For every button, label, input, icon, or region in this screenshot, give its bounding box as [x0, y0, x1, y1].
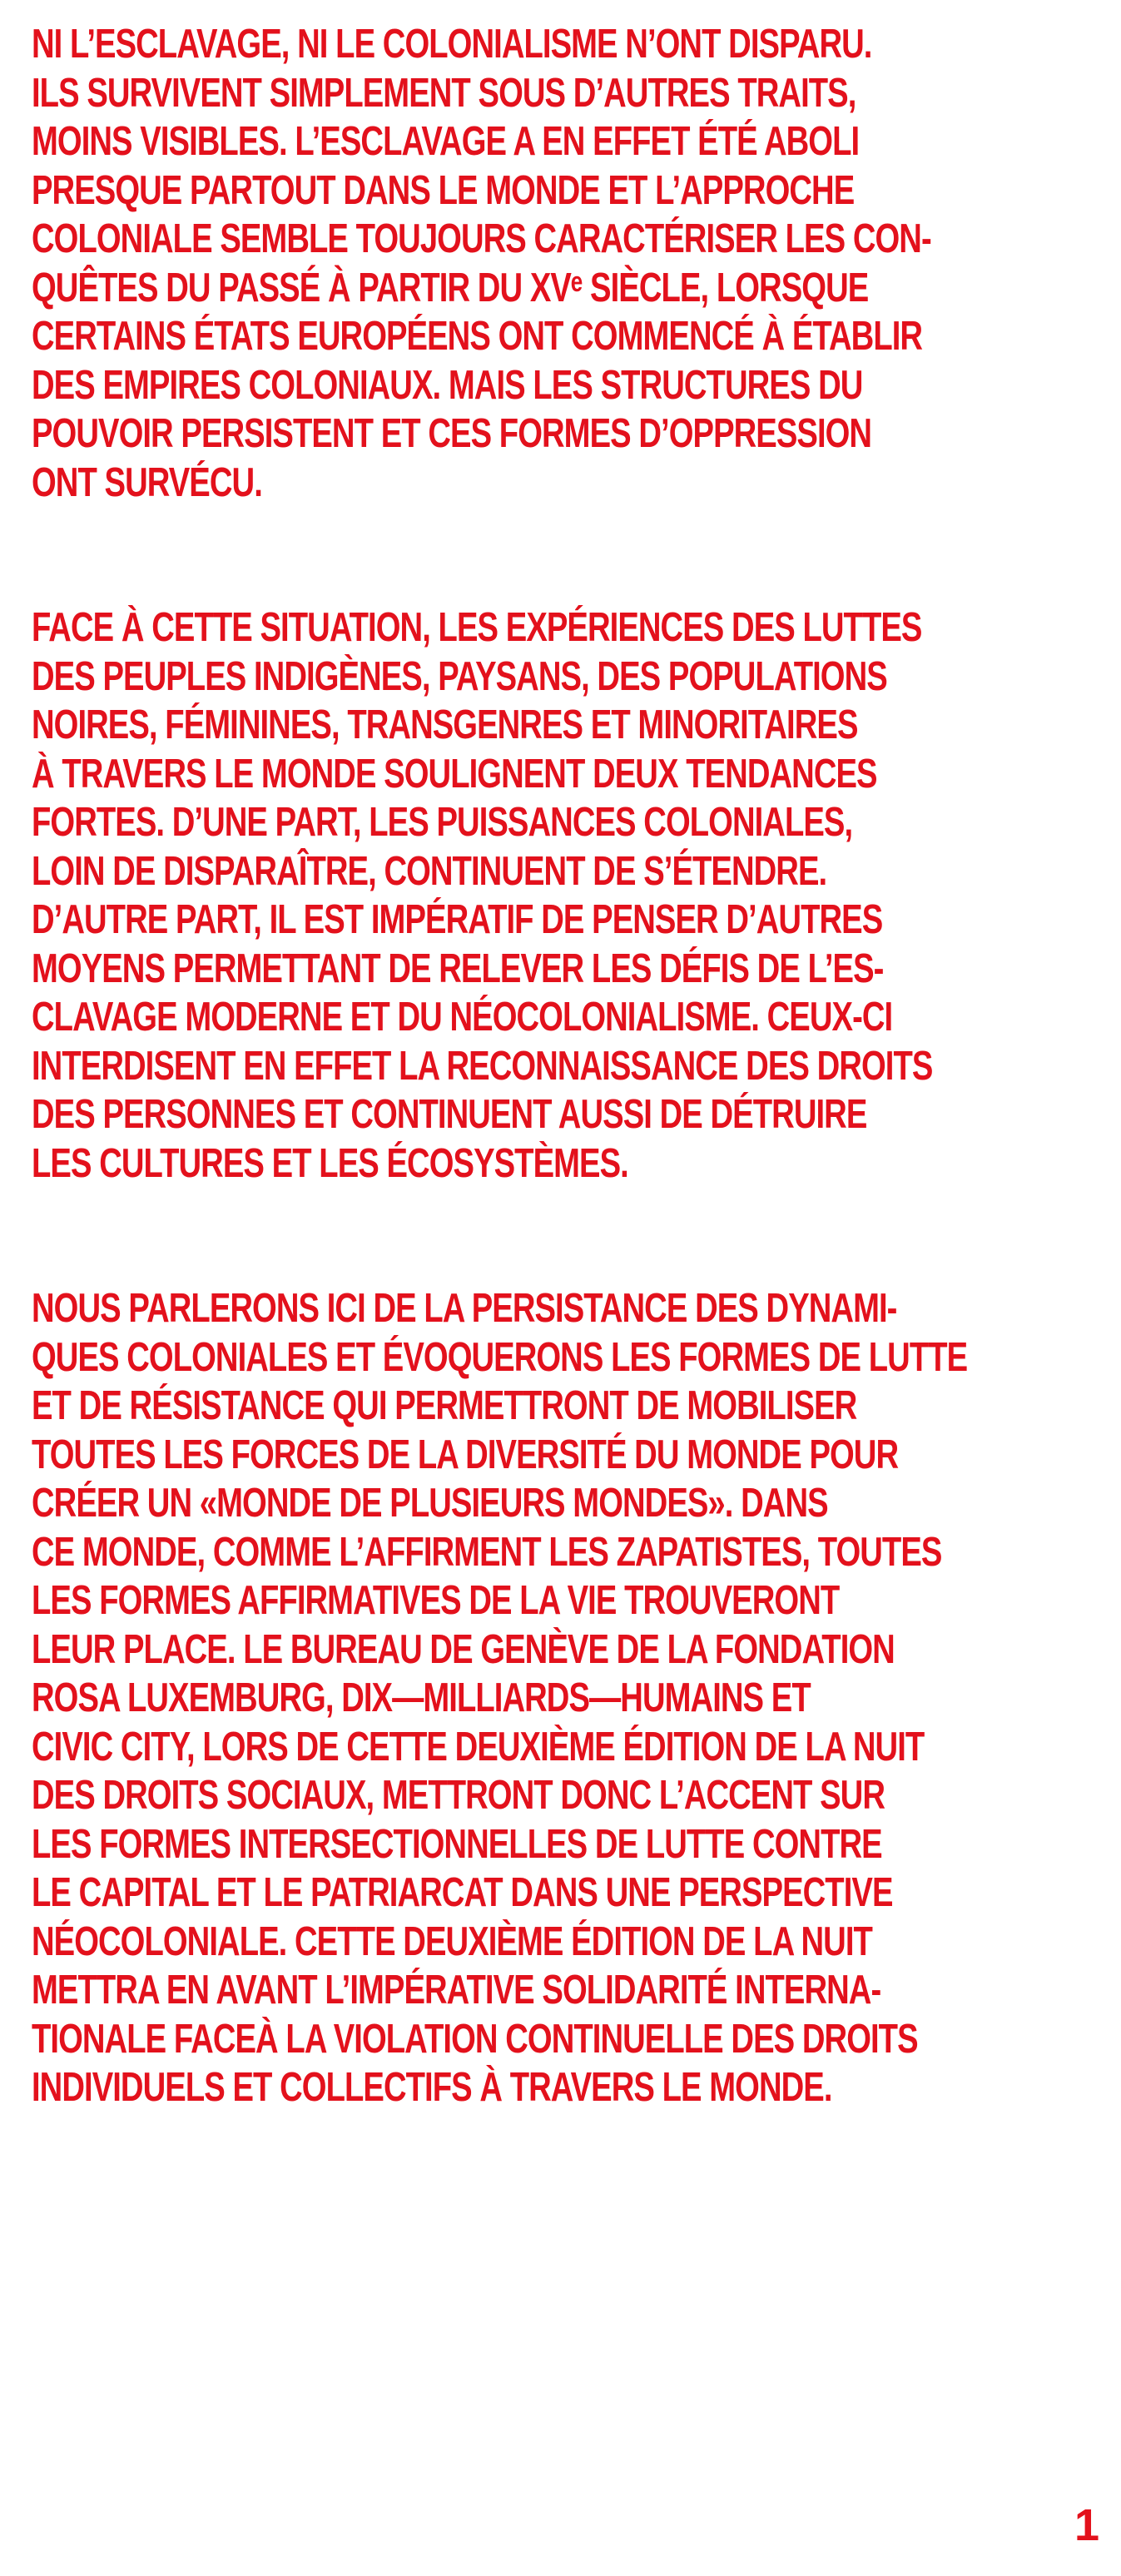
text-line: TIONALE FACEÀ LA VIOLATION CONTINUELLE DES DROITS [32, 2016, 918, 2062]
text-line: NOUS PARLERONS ICI DE LA PERSISTANCE DES DYNAMI- [32, 1286, 897, 1331]
document-body [32, 20, 1064, 2209]
text-line: DES PERSONNES ET CONTINUENT AUSSI DE DÉTRUIRE [32, 1092, 867, 1137]
text-line: NOIRES, FÉMININES, TRANSGENRES ET MINORITAIRES [32, 702, 858, 747]
text-line: DES EMPIRES COLONIAUX. MAIS LES STRUCTURES DU [32, 362, 863, 408]
text-line: INTERDISENT EN EFFET LA RECONNAISSANCE DES DROITS [32, 1043, 933, 1089]
paragraph-3 [32, 1284, 1064, 2112]
text-line: QUÊTES DU PASSÉ À PARTIR DU XVᵉ SIÈCLE, LORSQUE [32, 265, 869, 310]
text-line: CIVIC CITY, LORS DE CETTE DEUXIÈME ÉDITION DE LA NUIT [32, 1724, 925, 1769]
text-line: TOUTES LES FORCES DE LA DIVERSITÉ DU MONDE POUR [32, 1432, 899, 1477]
text-line: QUES COLONIALES ET ÉVOQUERONS LES FORMES DE LUTTE [32, 1334, 968, 1380]
text-line: LES FORMES AFFIRMATIVES DE LA VIE TROUVERONT [32, 1578, 840, 1623]
text-line: À TRAVERS LE MONDE SOULIGNENT DEUX TENDANCES [32, 751, 877, 797]
text-line: LE CAPITAL ET LE PATRIARCAT DANS UNE PERSPECTIVE [32, 1870, 893, 1915]
text-line: ILS SURVIVENT SIMPLEMENT SOUS D’AUTRES TRAITS, [32, 70, 856, 116]
text-line: METTRA EN AVANT L’IMPÉRATIVE SOLIDARITÉ INTERNA- [32, 1968, 881, 2013]
text-line: CERTAINS ÉTATS EUROPÉENS ONT COMMENCÉ À ÉTABLIR [32, 314, 923, 359]
page-number: 1 [1074, 2500, 1099, 2550]
text-line: LES FORMES INTERSECTIONNELLES DE LUTTE CONTRE [32, 1821, 882, 1867]
text-line: FACE À CETTE SITUATION, LES EXPÉRIENCES DES LUTTES [32, 605, 922, 650]
text-line: ET DE RÉSISTANCE QUI PERMETTRONT DE MOBILISER [32, 1383, 857, 1428]
text-line: MOINS VISIBLES. L’ESCLAVAGE A EN EFFET ÉTÉ ABOLI [32, 119, 860, 164]
text-line: ONT SURVÉCU. [32, 459, 262, 505]
text-line: CRÉER UN «MONDE DE PLUSIEURS MONDES». DANS [32, 1481, 828, 1526]
text-line: LES CULTURES ET LES ÉCOSYSTÈMES. [32, 1140, 628, 1186]
text-line: DES DROITS SOCIAUX, METTRONT DONC L’ACCENT SUR [32, 1773, 885, 1818]
text-line: ROSA LUXEMBURG, DIX—MILLIARDS—HUMAINS ET [32, 1675, 811, 1720]
text-line: NI L’ESCLAVAGE, NI LE COLONIALISME N’ONT DISPARU. [32, 22, 872, 67]
paragraph-1 [32, 20, 1064, 507]
text-line: NÉOCOLONIALE. CETTE DEUXIÈME ÉDITION DE LA NUIT [32, 1918, 872, 1964]
text-line: LEUR PLACE. LE BUREAU DE GENÈVE DE LA FONDATION [32, 1626, 895, 1672]
text-line: INDIVIDUELS ET COLLECTIFS À TRAVERS LE MONDE. [32, 2065, 832, 2110]
text-line: CLAVAGE MODERNE ET DU NÉOCOLONIALISME. CEUX-CI [32, 995, 893, 1040]
text-line: FORTES. D’UNE PART, LES PUISSANCES COLONIALES, [32, 800, 853, 845]
text-line: LOIN DE DISPARAÎTRE, CONTINUENT DE S’ÉTENDRE. [32, 848, 827, 894]
text-line: PRESQUE PARTOUT DANS LE MONDE ET L’APPROCHE [32, 167, 855, 213]
text-line: DES PEUPLES INDIGÈNES, PAYSANS, DES POPULATIONS [32, 653, 887, 699]
text-line: CE MONDE, COMME L’AFFIRMENT LES ZAPATISTES, TOUTES [32, 1529, 942, 1575]
text-line: D’AUTRE PART, IL EST IMPÉRATIF DE PENSER D’AUTRES [32, 897, 883, 942]
paragraph-2 [32, 603, 1064, 1188]
text-line: COLONIALE SEMBLE TOUJOURS CARACTÉRISER LES CON- [32, 216, 931, 261]
text-line: POUVOIR PERSISTENT ET CES FORMES D’OPPRESSION [32, 411, 872, 456]
text-line: MOYENS PERMETTANT DE RELEVER LES DÉFIS DE L’ES- [32, 946, 884, 991]
